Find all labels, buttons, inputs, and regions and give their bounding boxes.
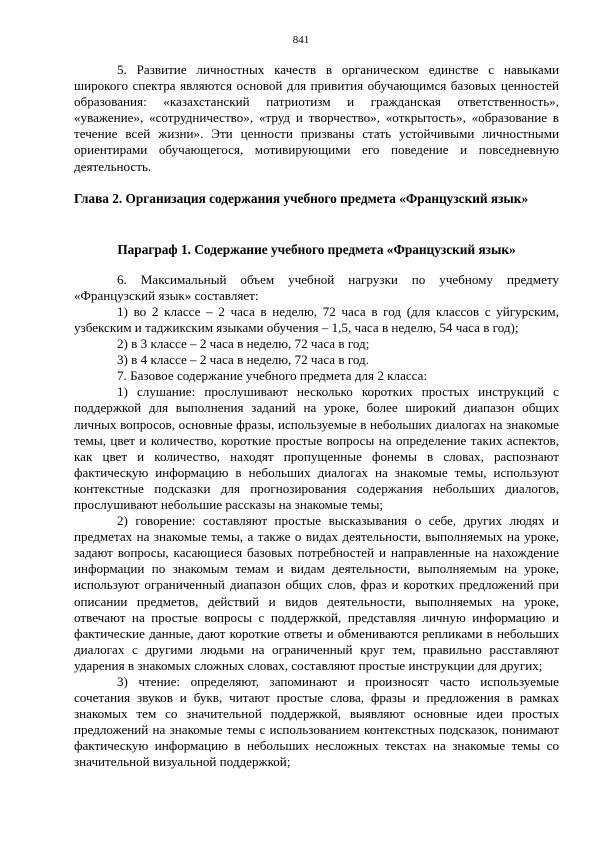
document-body bbox=[74, 62, 559, 771]
content-item-reading: 3) чтение: определяют, запоминают и произносят часто используемые сочетания звуков и букв, читают простые слова, фразы и предложения в рамках знакомых тем со значительной поддержкой, выявляют основные идеи простых предложений на знакомые темы с использованием контекстных подсказок, понимают фактическую информацию в небольших несложных текстах на знакомые темы со значительной визуальной поддержкой; bbox=[74, 674, 559, 770]
load-item-grade4: 3) в 4 классе – 2 часа в неделю, 72 часа в год. bbox=[117, 352, 369, 368]
load-intro: 6. Максимальный объем учебной нагрузки по учебному предмету «Французский язык» составляет: bbox=[74, 271, 559, 303]
load-item-grade2: 1) во 2 классе – 2 часа в неделю, 72 часа в год (для классов с уйгурским, узбекским и таджикским языками обучения – 1,5, часа в неделю, 54 часа в год); bbox=[74, 303, 559, 335]
page-number: 841 bbox=[292, 34, 310, 46]
load-item-grade3: 2) в 3 классе – 2 часа в неделю, 72 часа в год; bbox=[117, 336, 370, 352]
content-item-speaking: 2) говорение: составляют простые высказывания о себе, других людях и предметах на знакомые темы, а также о видах деятельности, выполняемых на уроке, задают вопросы, касающиеся базовых потребностей и направленные на нахождение информации по знакомым темам и видам деятельности, выполняемым на уроке, используют ограниченный диапазон общих слов, фраз и коротких предложений при описании предметов, действий и видов деятельности, выполняемых на уроке, отвечают на простые вопросы с поддержкой, представляя личную информацию и фактические данные, дают короткие ответы и обмениваются репликами в небольших диалогах с другими людьми на ограниченный круг тем, правильно расставляют ударения в знакомых сложных словах, составляют простые инструкции для других; bbox=[74, 513, 559, 673]
chapter-heading: Глава 2. Организация содержания учебного предмета «Французский язык» bbox=[74, 190, 529, 206]
content-grade2-intro: 7. Базовое содержание учебного предмета для 2 класса: bbox=[117, 368, 428, 384]
intro-paragraph: 5. Развитие личностных качеств в органическом единстве с навыками широкого спектра являются основой для привития обучающимся базовых ценностей образования: «казахстанский патриотизм и гражданская ответственность», «уважение», «сотрудничество», «труд и творчество», «открытость», «образование в течение всей жизни». Эти ценности призваны стать устойчивыми личностными ориентирами обучающегося, мотивирующими его поведение и повседневную деятельность. bbox=[74, 62, 559, 174]
content-item-listening: 1) слушание: прослушивают несколько коротких простых инструкций с поддержкой для выполнения заданий на уроке, более широкий диапазон общих личных вопросов, основные фразы, используемые в небольших диалогах на знакомые темы, цвет и количество, короткие простые вопросы на определение таких аспектов, как цвет и количество, находят пропущенные фонемы в словах, распознают фактическую информацию в небольших диалогах на знакомые темы, используют контекстные подсказки для прогнозирования содержания небольших диалогов, прослушивают небольшие рассказы на знакомые темы; bbox=[74, 384, 559, 512]
paragraph-heading: Параграф 1. Содержание учебного предмета «Французский язык» bbox=[117, 241, 516, 257]
